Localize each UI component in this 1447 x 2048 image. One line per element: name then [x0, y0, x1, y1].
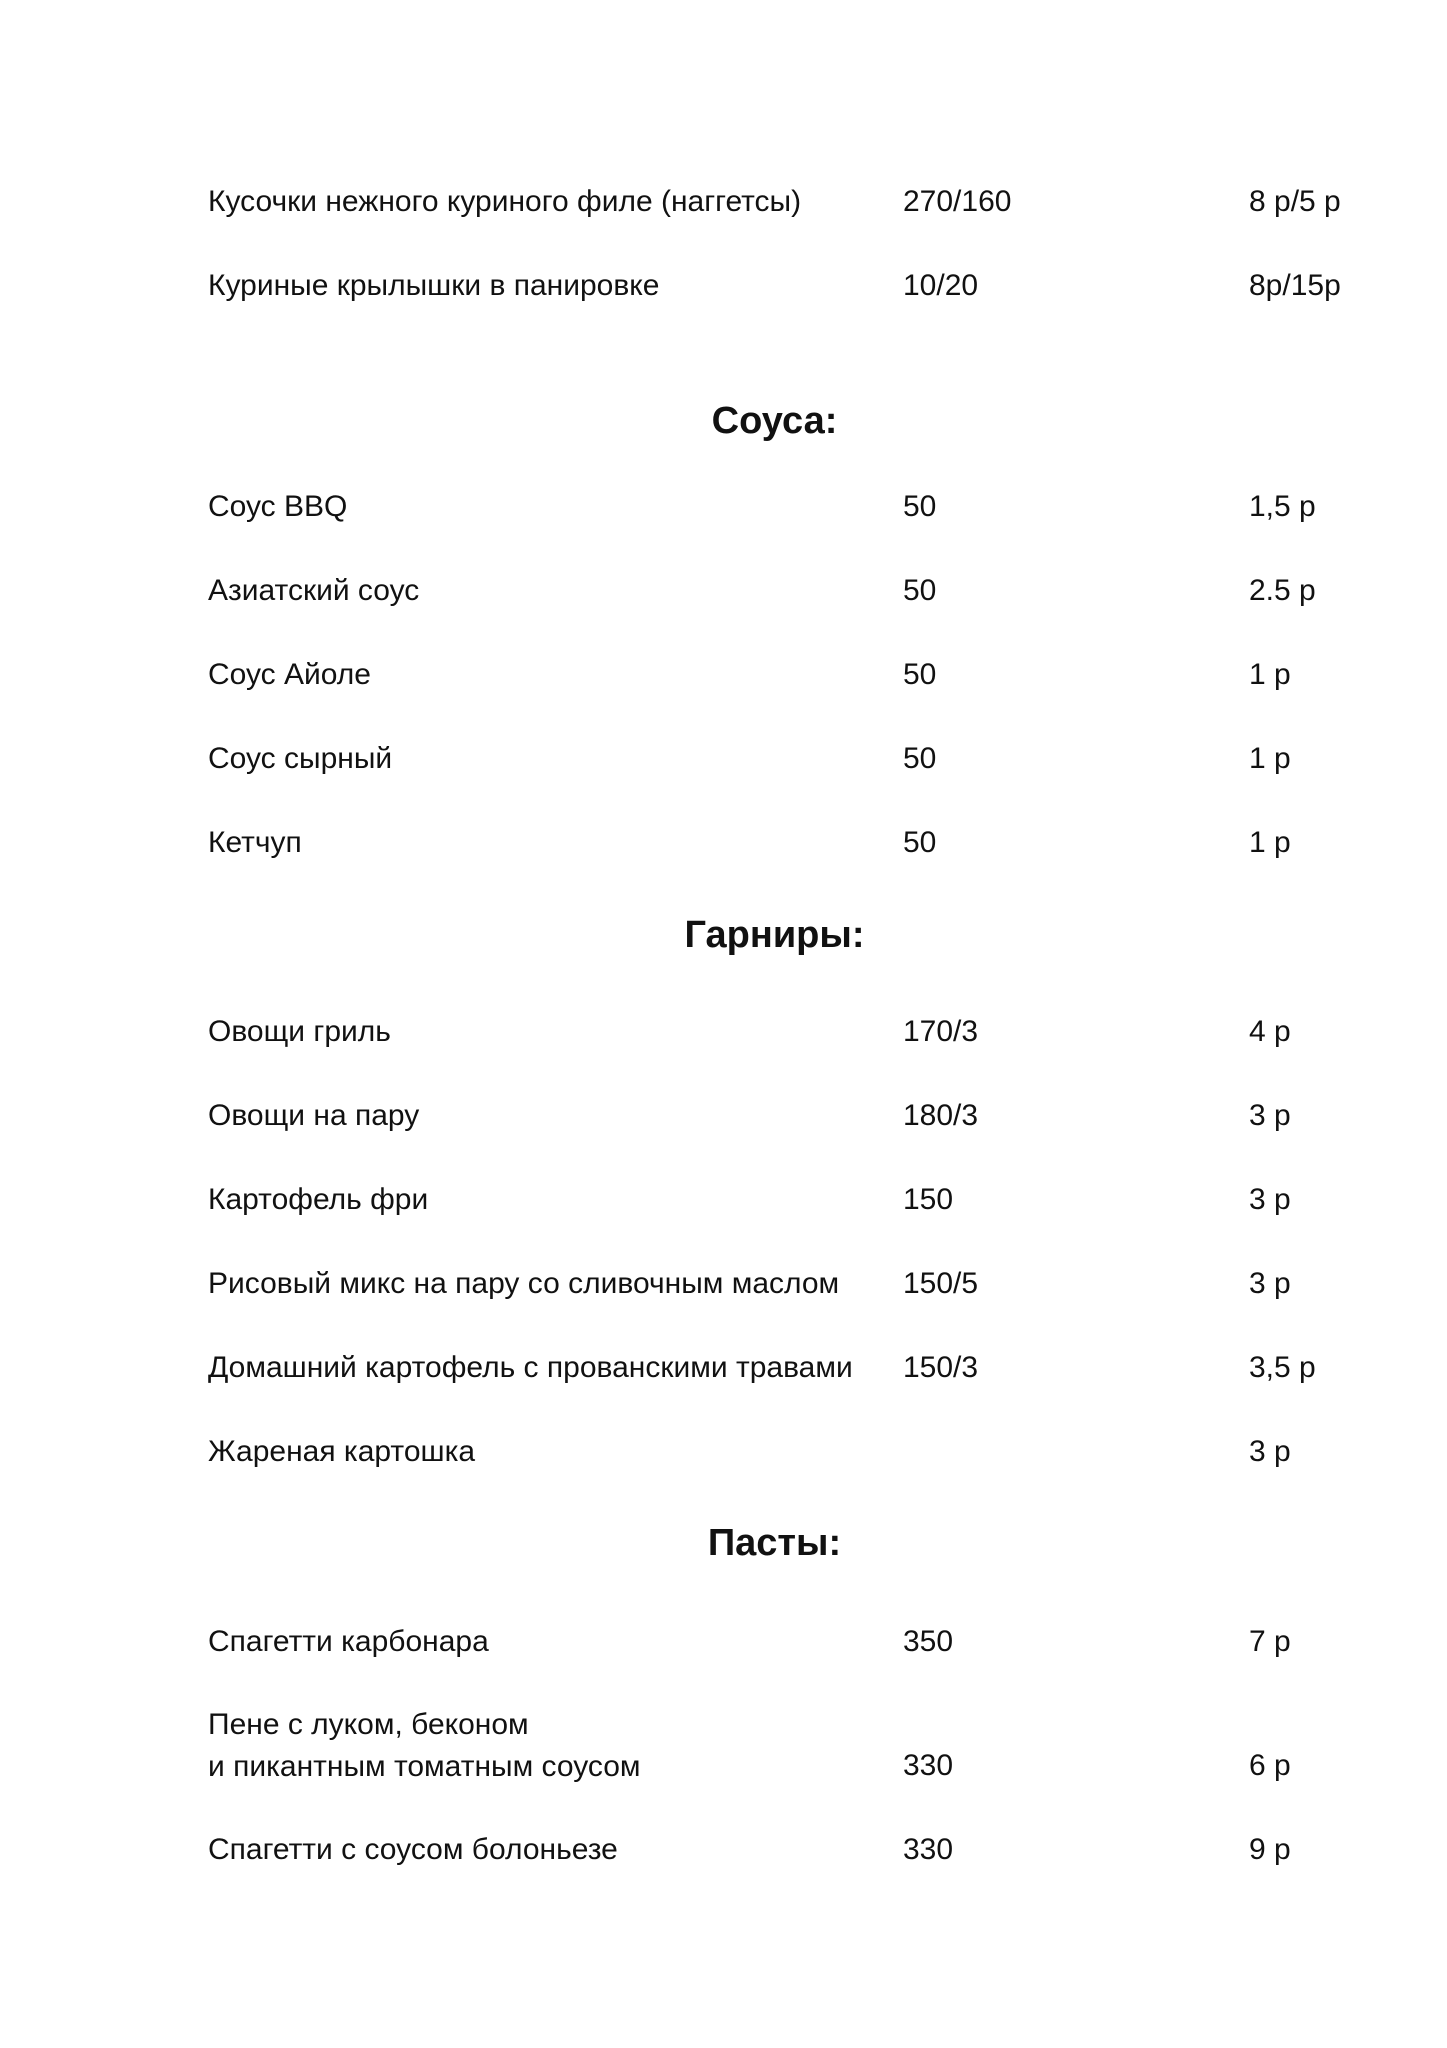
item-price: 1 р [1249, 742, 1291, 775]
item-price: 1 р [1249, 826, 1291, 859]
menu-item-rice-mix [0, 1264, 1447, 1304]
menu-item-carbonara [0, 1622, 1447, 1662]
item-weight: 330 [903, 1749, 954, 1782]
menu-item-ketchup [0, 823, 1447, 863]
section-title-pastas: Пасты: [707, 1522, 842, 1564]
item-name-line-1: Пене с луком, беконом [208, 1708, 529, 1741]
item-weight: 150/3 [903, 1351, 979, 1384]
item-name: Азиатский соус [208, 574, 420, 607]
menu-item-penne-bacon [0, 1704, 1447, 1788]
menu-item-asian-sauce [0, 571, 1447, 611]
item-price: 6 р [1249, 1749, 1291, 1782]
menu-item-bolognese [0, 1830, 1447, 1870]
item-name: Овощи гриль [208, 1015, 391, 1048]
item-name: Картофель фри [208, 1183, 429, 1216]
menu-item-french-fries [0, 1180, 1447, 1220]
item-price: 4 р [1249, 1015, 1291, 1048]
item-weight: 350 [903, 1625, 954, 1658]
item-name: Спагетти карбонара [208, 1625, 489, 1658]
menu-item-fried-potatoes [0, 1432, 1447, 1472]
item-price: 1,5 р [1249, 490, 1316, 523]
item-price: 8 р/5 р [1249, 185, 1341, 218]
item-name: Спагетти с соусом болоньезе [208, 1833, 618, 1866]
item-weight: 50 [903, 826, 937, 859]
item-name [208, 1704, 898, 1788]
item-name: Соус Айоле [208, 658, 371, 691]
menu-item-wings [0, 266, 1447, 306]
item-name: Домашний картофель с прованскими травами [208, 1351, 853, 1384]
item-name: Кусочки нежного куриного филе (наггетсы) [208, 185, 802, 218]
item-price: 3 р [1249, 1267, 1291, 1300]
item-weight: 50 [903, 742, 937, 775]
item-weight: 50 [903, 574, 937, 607]
item-weight: 150 [903, 1183, 954, 1216]
item-name: Жареная картошка [208, 1435, 476, 1468]
item-weight: 270/160 [903, 185, 1012, 218]
item-price: 1 р [1249, 658, 1291, 691]
menu-item-grilled-vegetables [0, 1012, 1447, 1052]
item-name: Куриные крылышки в панировке [208, 269, 660, 302]
item-name: Соус сырный [208, 742, 393, 775]
item-price: 3 р [1249, 1183, 1291, 1216]
item-weight: 150/5 [903, 1267, 979, 1300]
menu-item-steamed-vegetables [0, 1096, 1447, 1136]
menu-item-homestyle-potatoes [0, 1348, 1447, 1388]
item-price: 8р/15р [1249, 269, 1341, 302]
item-price: 3 р [1249, 1099, 1291, 1132]
item-weight: 50 [903, 490, 937, 523]
item-price: 7 р [1249, 1625, 1291, 1658]
item-weight: 180/3 [903, 1099, 979, 1132]
item-weight: 10/20 [903, 269, 979, 302]
item-name: Рисовый микс на пару со сливочным маслом [208, 1267, 840, 1300]
section-title-sides: Гарниры: [684, 914, 865, 956]
item-price: 3,5 р [1249, 1351, 1316, 1384]
menu-item-aioli-sauce [0, 655, 1447, 695]
item-name: Овощи на пару [208, 1099, 420, 1132]
item-name: Соус BBQ [208, 490, 348, 523]
item-weight: 170/3 [903, 1015, 979, 1048]
menu-item-nuggets [0, 182, 1447, 222]
item-weight: 330 [903, 1833, 954, 1866]
section-title-sauces: Соуса: [711, 400, 838, 442]
menu-item-sauce-bbq [0, 487, 1447, 527]
item-name: Кетчуп [208, 826, 302, 859]
menu-item-cheese-sauce [0, 739, 1447, 779]
item-name-line-2: и пикантным томатным соусом [208, 1750, 641, 1783]
item-weight: 50 [903, 658, 937, 691]
item-price: 9 р [1249, 1833, 1291, 1866]
item-price: 2.5 р [1249, 574, 1316, 607]
item-price: 3 р [1249, 1435, 1291, 1468]
